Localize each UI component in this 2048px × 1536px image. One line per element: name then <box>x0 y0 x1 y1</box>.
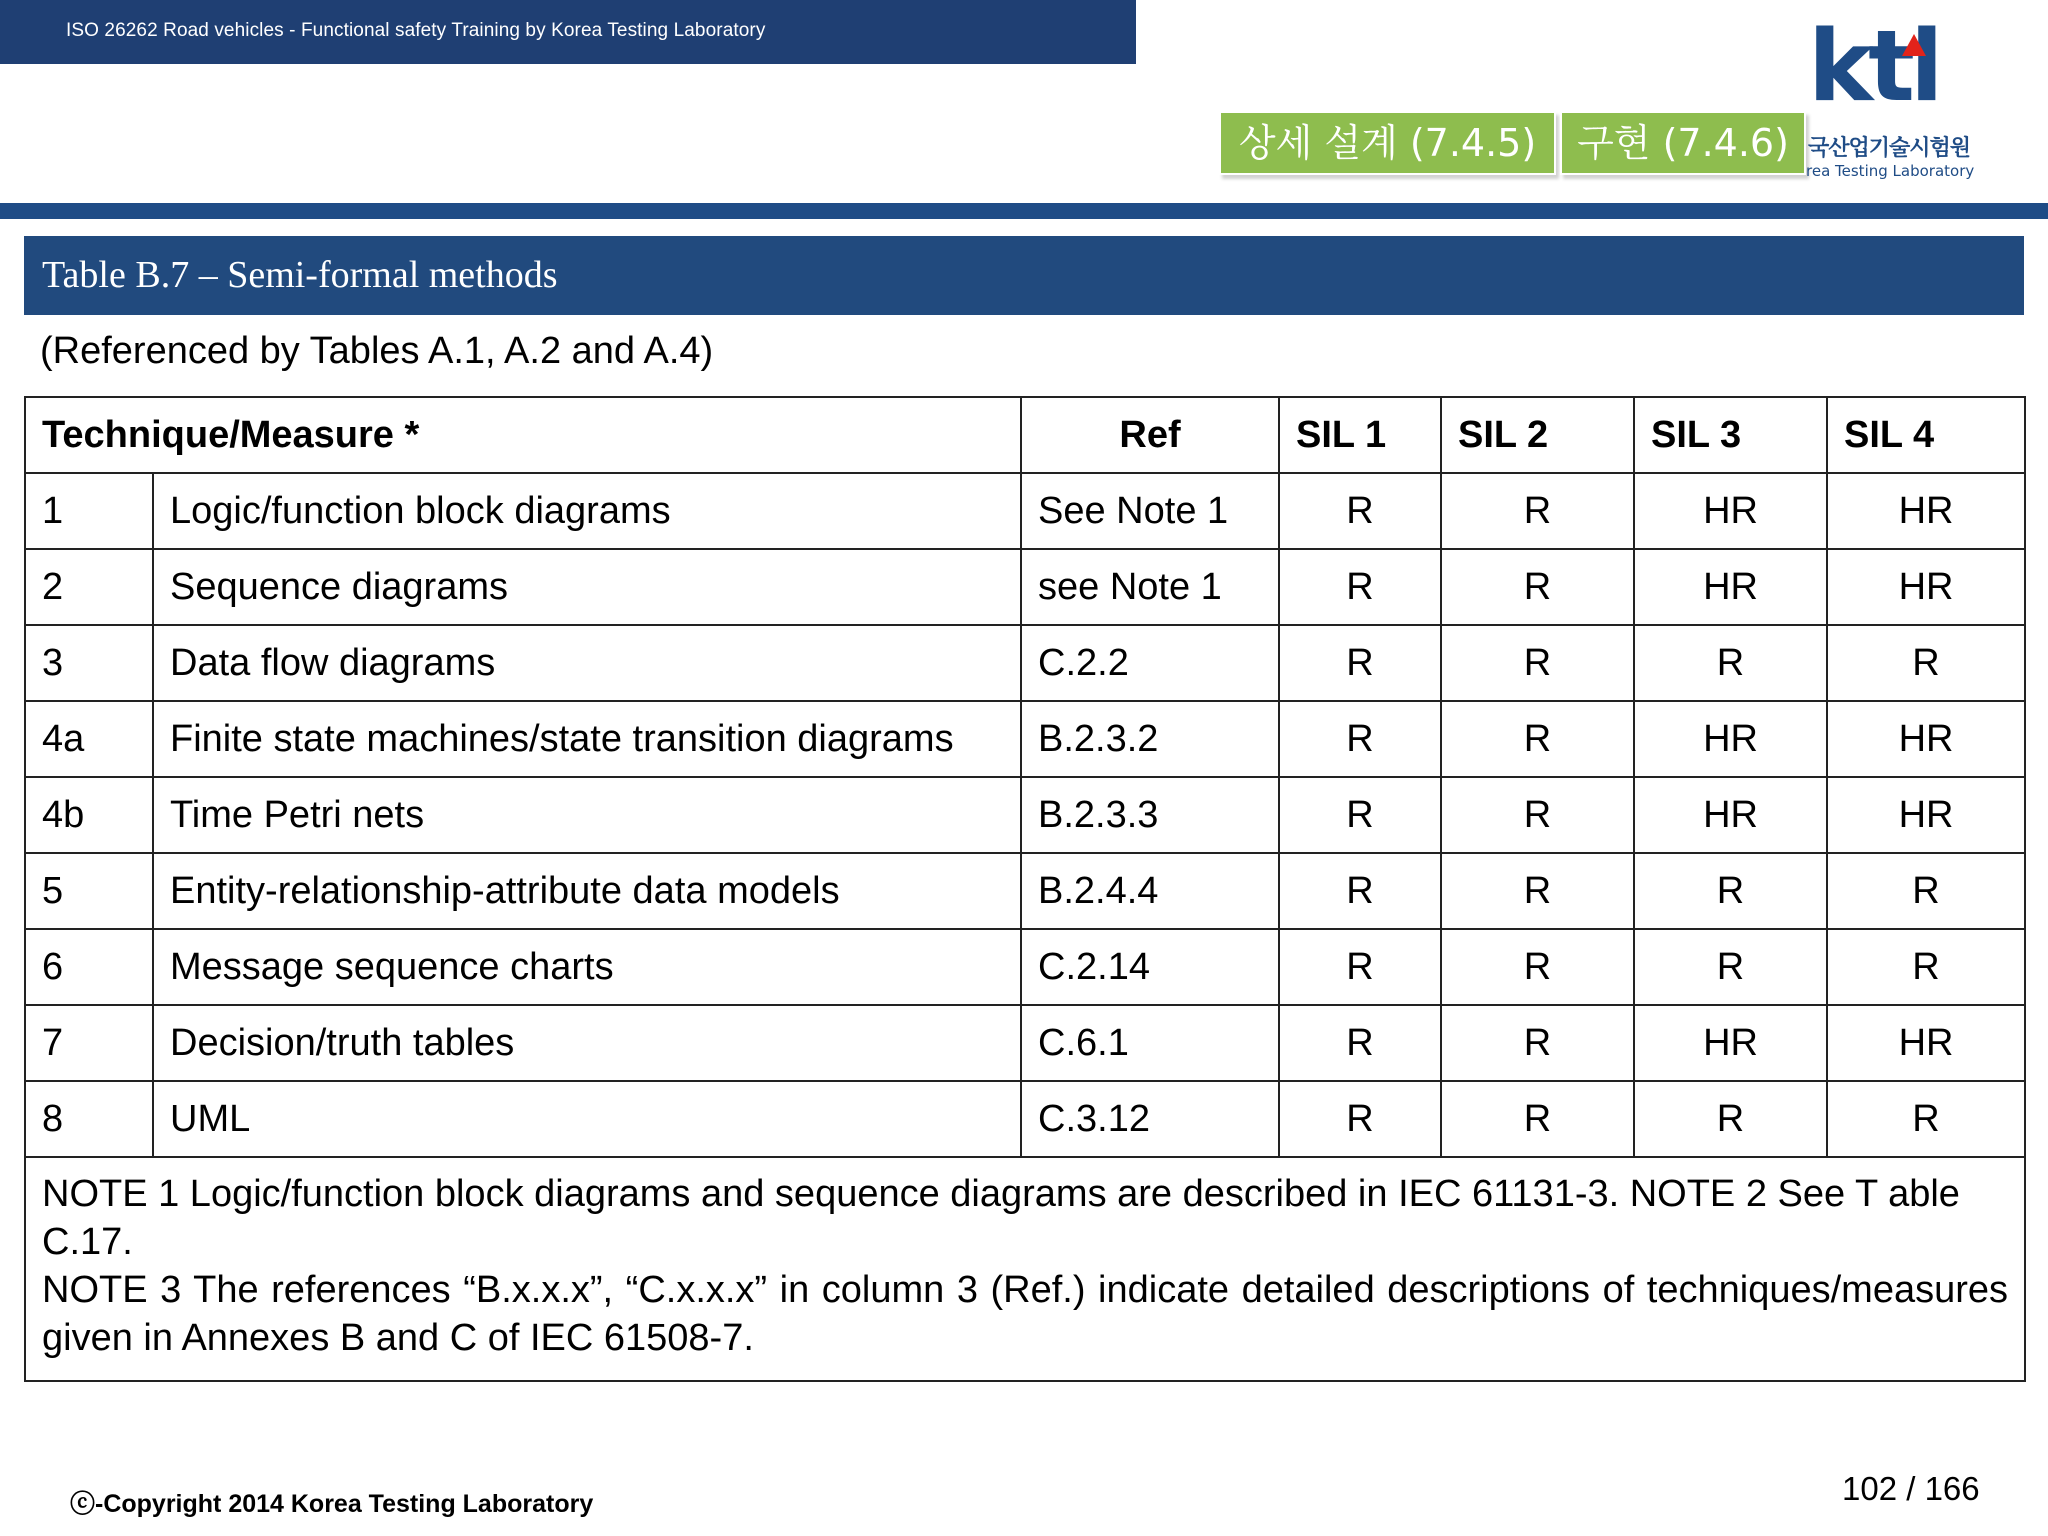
row-ref: B.2.3.2 <box>1021 701 1279 777</box>
header-technique: Technique/Measure * <box>25 397 1021 473</box>
table-notes-row <box>25 1157 2025 1381</box>
row-sil2: R <box>1441 1081 1634 1157</box>
row-technique: Time Petri nets <box>153 777 1021 853</box>
row-sil3: HR <box>1634 473 1827 549</box>
row-sil3: HR <box>1634 1005 1827 1081</box>
row-ref: B.2.3.3 <box>1021 777 1279 853</box>
row-sil3: HR <box>1634 777 1827 853</box>
table-row <box>25 625 2025 701</box>
table-row <box>25 777 2025 853</box>
row-sil4: R <box>1827 929 2025 1005</box>
row-sil1: R <box>1279 549 1441 625</box>
row-id: 8 <box>25 1081 153 1157</box>
row-sil2: R <box>1441 549 1634 625</box>
row-ref: C.3.12 <box>1021 1081 1279 1157</box>
header-ref: Ref <box>1021 397 1279 473</box>
header-sil1: SIL 1 <box>1279 397 1441 473</box>
row-ref: B.2.4.4 <box>1021 853 1279 929</box>
logo-korean-name: 국산업기술시험원 <box>1808 136 1971 161</box>
row-id: 5 <box>25 853 153 929</box>
table-subtitle: (Referenced by Tables A.1, A.2 and A.4) <box>40 330 714 372</box>
table-row <box>25 929 2025 1005</box>
logo-wordmark: ktl <box>1808 10 1939 124</box>
table-row <box>25 853 2025 929</box>
row-id: 4a <box>25 701 153 777</box>
table-notes <box>25 1157 2025 1381</box>
row-sil2: R <box>1441 853 1634 929</box>
row-sil1: R <box>1279 853 1441 929</box>
table-row <box>25 1081 2025 1157</box>
row-sil2: R <box>1441 625 1634 701</box>
semi-formal-methods-table <box>24 396 2026 1382</box>
row-technique: Finite state machines/state transition diagrams <box>153 701 1021 777</box>
header-bar <box>0 0 1136 64</box>
row-sil1: R <box>1279 1081 1441 1157</box>
row-sil3: R <box>1634 625 1827 701</box>
row-sil3: HR <box>1634 549 1827 625</box>
tab-implementation[interactable]: 구현 (7.4.6) <box>1560 111 1806 175</box>
header-title: ISO 26262 Road vehicles - Functional safety Training by Korea Testing Laboratory <box>66 20 766 41</box>
row-id: 4b <box>25 777 153 853</box>
row-ref: C.2.2 <box>1021 625 1279 701</box>
header-sil2: SIL 2 <box>1441 397 1634 473</box>
table-row <box>25 1005 2025 1081</box>
row-sil1: R <box>1279 625 1441 701</box>
row-ref: C.6.1 <box>1021 1005 1279 1081</box>
row-sil4: R <box>1827 853 2025 929</box>
row-technique: UML <box>153 1081 1021 1157</box>
table-header-row <box>25 397 2025 473</box>
row-id: 2 <box>25 549 153 625</box>
row-technique: Data flow diagrams <box>153 625 1021 701</box>
footer-copyright: ⓒ-Copyright 2014 Korea Testing Laboratory <box>70 1490 594 1518</box>
table-row <box>25 473 2025 549</box>
table-row <box>25 701 2025 777</box>
header-sil4: SIL 4 <box>1827 397 2025 473</box>
header-sil3: SIL 3 <box>1634 397 1827 473</box>
row-technique: Decision/truth tables <box>153 1005 1021 1081</box>
row-id: 6 <box>25 929 153 1005</box>
note-1-2: NOTE 1 Logic/function block diagrams and sequence diagrams are described in IEC 61131-3. NOTE 2 See T able C.17. <box>42 1173 1960 1263</box>
row-sil4: HR <box>1827 701 2025 777</box>
row-sil2: R <box>1441 777 1634 853</box>
row-technique: Entity-relationship-attribute data models <box>153 853 1021 929</box>
row-sil2: R <box>1441 701 1634 777</box>
row-sil1: R <box>1279 701 1441 777</box>
row-sil2: R <box>1441 473 1634 549</box>
row-ref: See Note 1 <box>1021 473 1279 549</box>
row-sil4: HR <box>1827 1005 2025 1081</box>
row-sil4: HR <box>1827 549 2025 625</box>
row-sil1: R <box>1279 473 1441 549</box>
row-sil4: R <box>1827 625 2025 701</box>
row-sil3: R <box>1634 1081 1827 1157</box>
table-title: Table B.7 – Semi-formal methods <box>24 236 2024 315</box>
header-divider <box>0 203 2048 219</box>
row-sil2: R <box>1441 929 1634 1005</box>
row-sil4: HR <box>1827 473 2025 549</box>
row-sil1: R <box>1279 929 1441 1005</box>
row-sil4: R <box>1827 1081 2025 1157</box>
table-row <box>25 549 2025 625</box>
row-id: 7 <box>25 1005 153 1081</box>
row-ref: C.2.14 <box>1021 929 1279 1005</box>
logo-red-mark-icon <box>1902 34 1926 56</box>
row-id: 3 <box>25 625 153 701</box>
row-sil3: R <box>1634 929 1827 1005</box>
note-3: NOTE 3 The references “B.x.x.x”, “C.x.x.x” in column 3 (Ref.) indicate detailed descriptions of techniques/measures given in Annexes B and C of IEC 61508-7. <box>42 1269 2009 1359</box>
row-sil1: R <box>1279 1005 1441 1081</box>
row-ref: see Note 1 <box>1021 549 1279 625</box>
row-sil1: R <box>1279 777 1441 853</box>
row-technique: Logic/function block diagrams <box>153 473 1021 549</box>
row-sil4: HR <box>1827 777 2025 853</box>
row-id: 1 <box>25 473 153 549</box>
logo-english-name: rea Testing Laboratory <box>1806 162 1975 180</box>
page-number: 102 / 166 <box>1842 1470 1980 1507</box>
ktl-logo <box>1800 10 1982 188</box>
row-technique: Message sequence charts <box>153 929 1021 1005</box>
row-technique: Sequence diagrams <box>153 549 1021 625</box>
row-sil3: HR <box>1634 701 1827 777</box>
tab-detailed-design[interactable]: 상세 설계 (7.4.5) <box>1219 111 1556 175</box>
row-sil2: R <box>1441 1005 1634 1081</box>
row-sil3: R <box>1634 853 1827 929</box>
